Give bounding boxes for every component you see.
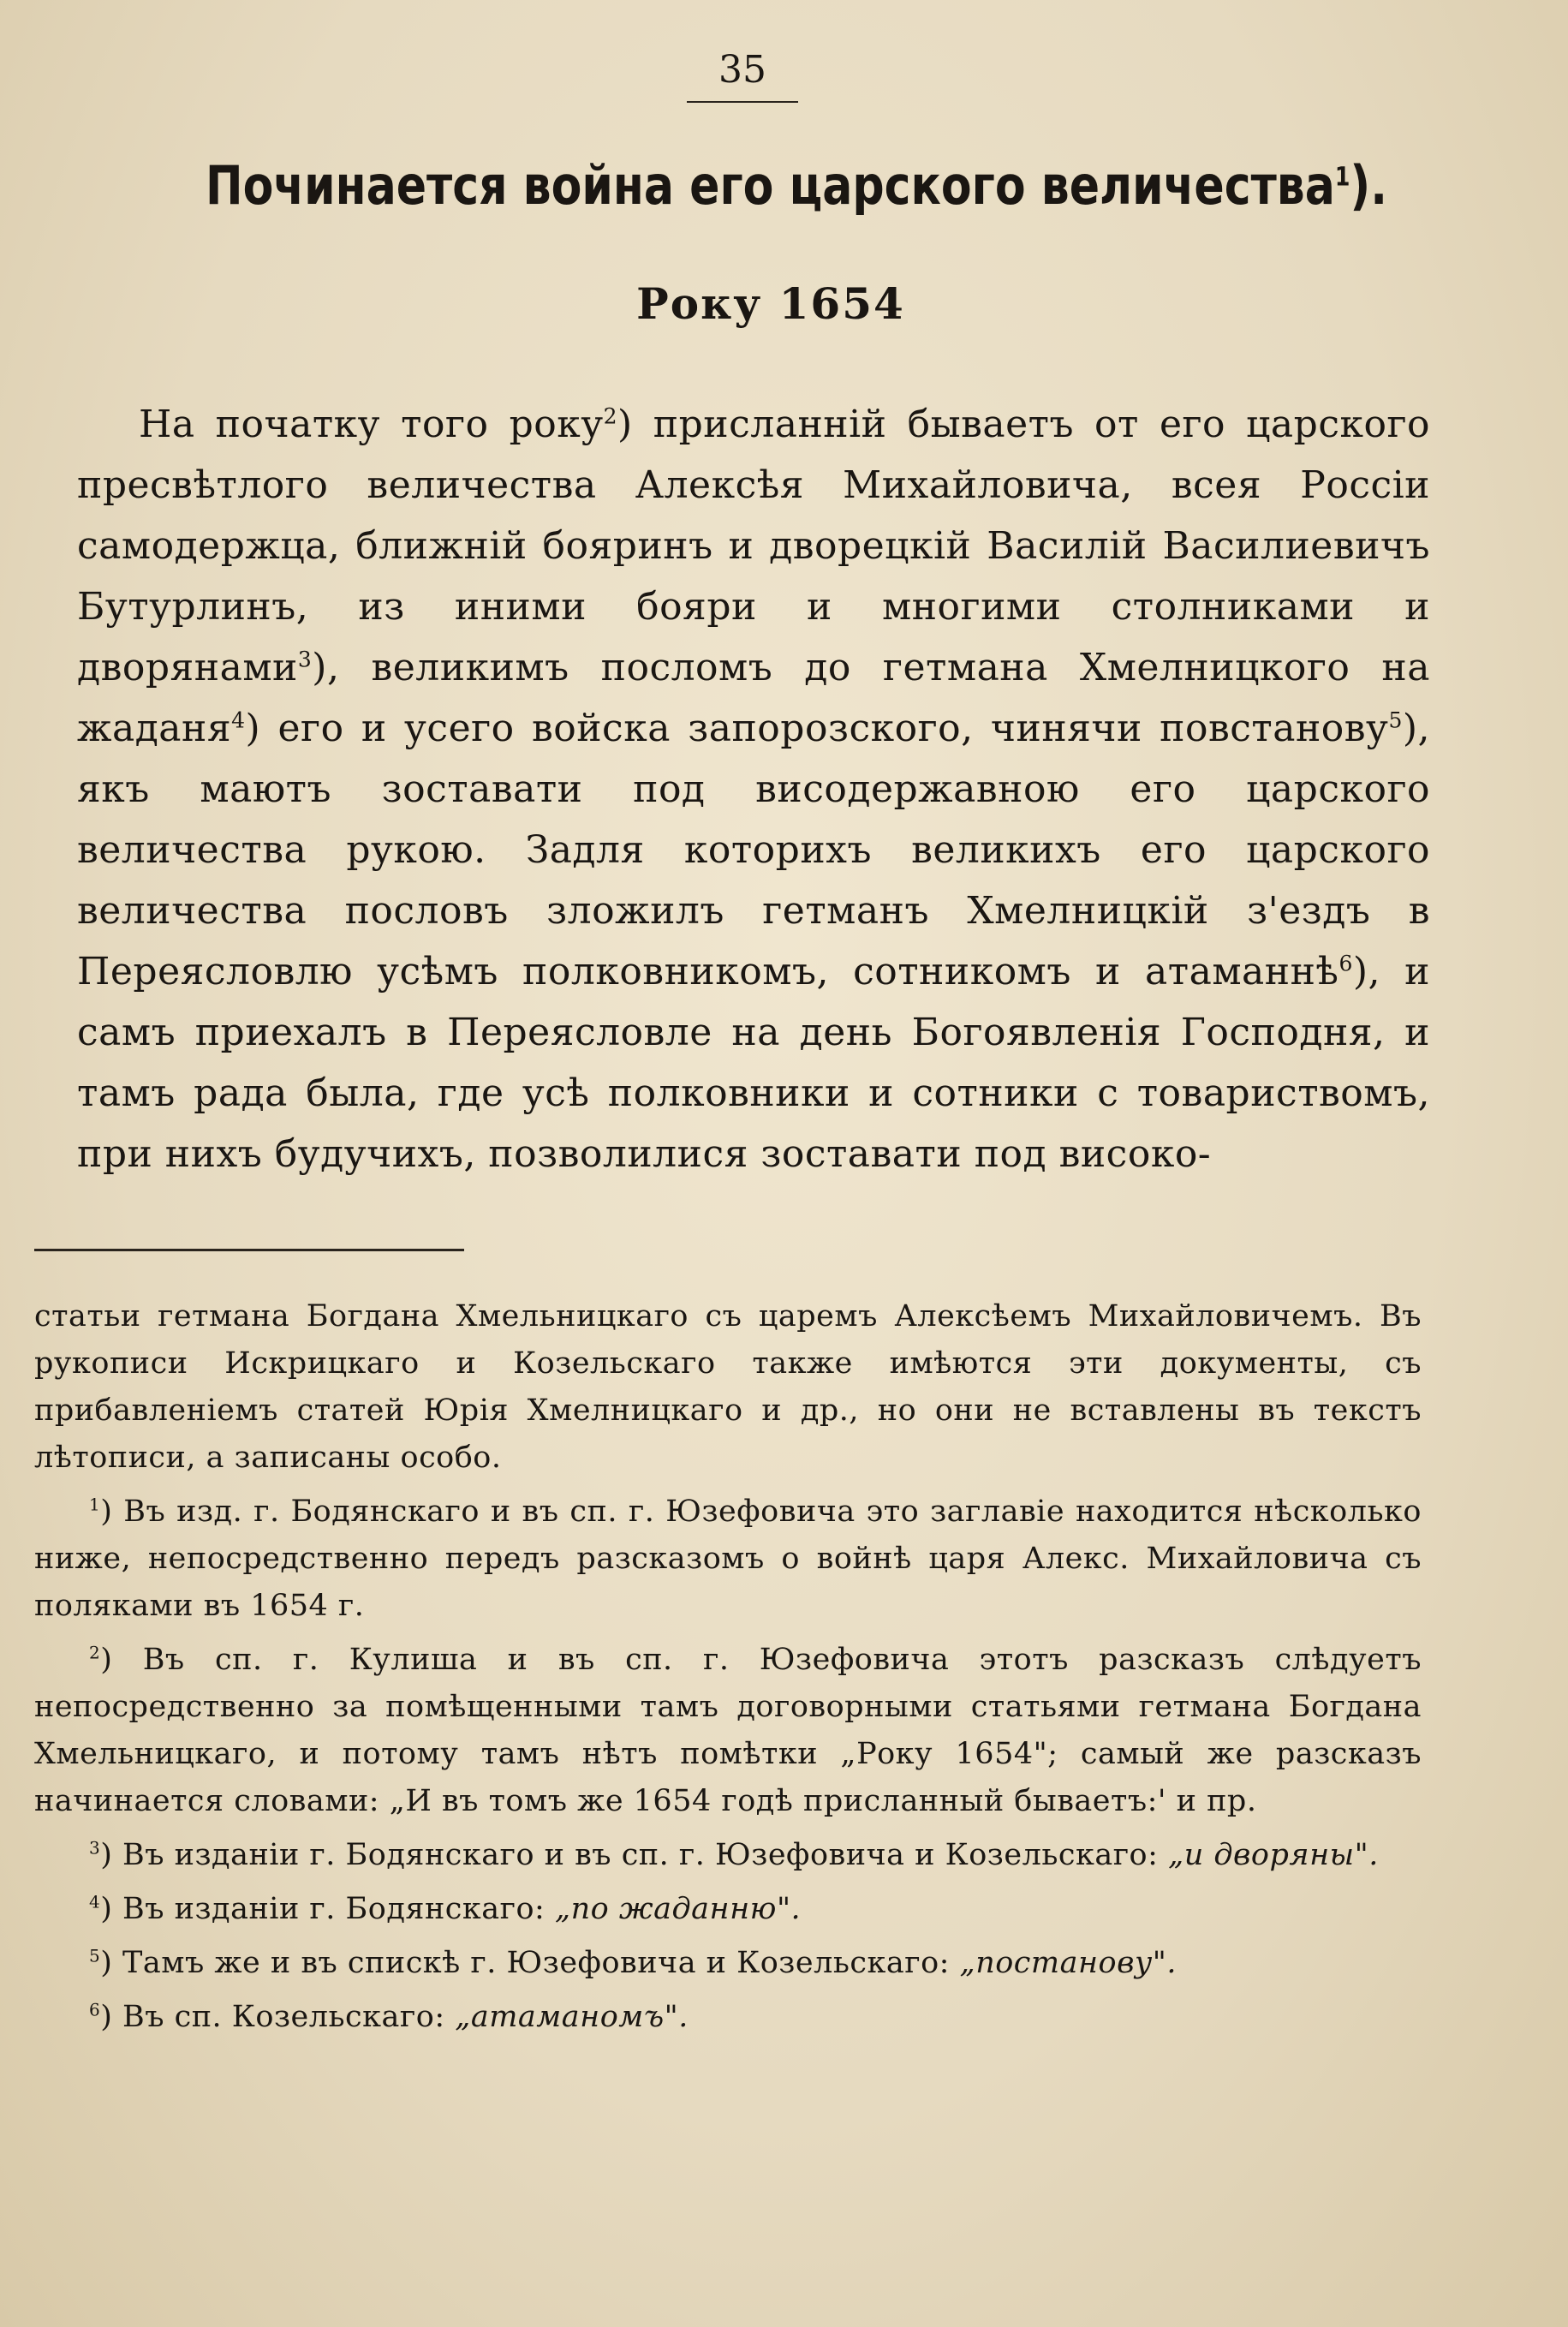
page-number: 35 xyxy=(718,48,766,92)
footnote-text: ) Въ сп. г. Кулиша и въ сп. г. Юзефовича этотъ разсказъ слѣдуетъ непосредственно за помѣщенными тамъ договорными статьями гетмана Богдана Хмельницкаго, и потому тамъ нѣтъ помѣтки „Року 1654"; самый же разсказъ начинается словами: „И въ томъ же 1654 годѣ присланный бываетъ:' и пр. xyxy=(34,1643,1422,1818)
footnote-3 xyxy=(34,1832,1422,1879)
footnote-1 xyxy=(34,1489,1422,1630)
footnote-ref-5: 5 xyxy=(1388,707,1403,733)
heading-closing: ). xyxy=(1350,154,1388,217)
footnote-6 xyxy=(34,1994,1422,2041)
body-text-segment: ), и самъ приехалъ в Переясловле на день Богоявленія Господня, и тамъ рада была, где усѣ полковники и сотники с товариствомъ, при нихъ будучихъ, позволилися зоставати под високо- xyxy=(77,950,1430,1176)
footnote-marker: 1 xyxy=(89,1494,101,1515)
footnote-marker: 3 xyxy=(89,1837,101,1859)
footnote-5 xyxy=(34,1940,1422,1987)
footnote-ref-2: 2 xyxy=(603,403,618,429)
footnotes xyxy=(34,1293,1422,2048)
footnote-ref-4: 4 xyxy=(231,707,246,733)
body-text-segment: ) присланній бываетъ от его царского пресвѣтлого величества Алексѣя Михайловича, всея Россіи самодержца, ближній бояринъ и дворецкій Василій Василиевичъ Бутурлинъ, из иними бояри и многими столниками и дворянами xyxy=(77,403,1430,689)
footnote-quote: „атаманомъ". xyxy=(455,2000,689,2034)
footnote-ref-6: 6 xyxy=(1338,951,1353,976)
footnote-quote: „постанову". xyxy=(959,1946,1177,1980)
footnote-marker: 4 xyxy=(89,1891,101,1912)
footnote-continuation: статьи гетмана Богдана Хмельницкаго съ царемъ Алексѣемъ Михайловичемъ. Въ рукописи Искрицкаго и Козельскаго также имѣются эти документы, съ прибавленіемъ статей Юрія Хмелницкаго и др., но они не вставлены въ текстъ лѣтописи, а записаны особо. xyxy=(34,1299,1422,1475)
footnote-marker: 5 xyxy=(89,1945,101,1966)
body-text-segment: ), великимъ посломъ до гетмана Хмелницкого на жаданя xyxy=(77,646,1430,750)
chapter-heading-text: Починается война его царского величества xyxy=(205,154,1335,217)
footnote-text: ) Въ изд. г. Бодянскаго и въ сп. г. Юзефовича это заглавіе находится нѣсколько ниже, непосредственно передъ разсказомъ о войнѣ царя Алекс. Михайловича съ поляками въ 1654 г. xyxy=(34,1495,1422,1623)
footnote-4 xyxy=(34,1886,1422,1933)
body-text-segment: ), якъ маютъ зоставати под висодержавною его царского величества рукою. Задля которихъ великихъ его царского величества пословъ зложилъ гетманъ Хмелницкій з'ездъ в Переясловлю усѣмъ полковникомъ, сотникомъ и атаманнѣ xyxy=(77,707,1430,993)
footnote-marker: 6 xyxy=(89,1999,101,2020)
footnote-ref-3: 3 xyxy=(297,647,313,672)
chapter-heading xyxy=(185,154,1408,217)
body-text-segment: ) его и усего войска запорозского, чинячи повстанову xyxy=(245,707,1389,750)
page-number-rule xyxy=(687,101,798,103)
footnote-marker: 2 xyxy=(89,1642,101,1663)
body-paragraph xyxy=(77,394,1430,1184)
footnote-text: ) Тамъ же и въ спискѣ г. Юзефовича и Козельскаго: xyxy=(100,1946,960,1980)
footnote-text: ) Въ изданіи г. Бодянскаго и въ сп. г. Юзефовича и Козельскаго: xyxy=(100,1838,1159,1872)
body-text-segment: На початку того року xyxy=(139,403,604,446)
year-subheading: Року 1654 xyxy=(636,278,905,329)
footnote-text: ) Въ изданіи г. Бодянскаго: xyxy=(100,1892,555,1926)
footnote-separator xyxy=(34,1249,464,1251)
heading-footnote-marker: 1 xyxy=(1334,162,1350,193)
footnote-quote: „по жаданню". xyxy=(554,1892,802,1926)
footnote-text: ) Въ сп. Козельскаго: xyxy=(100,2000,456,2034)
footnote-quote: „и дворяны". xyxy=(1168,1838,1379,1872)
footnote-2 xyxy=(34,1637,1422,1825)
